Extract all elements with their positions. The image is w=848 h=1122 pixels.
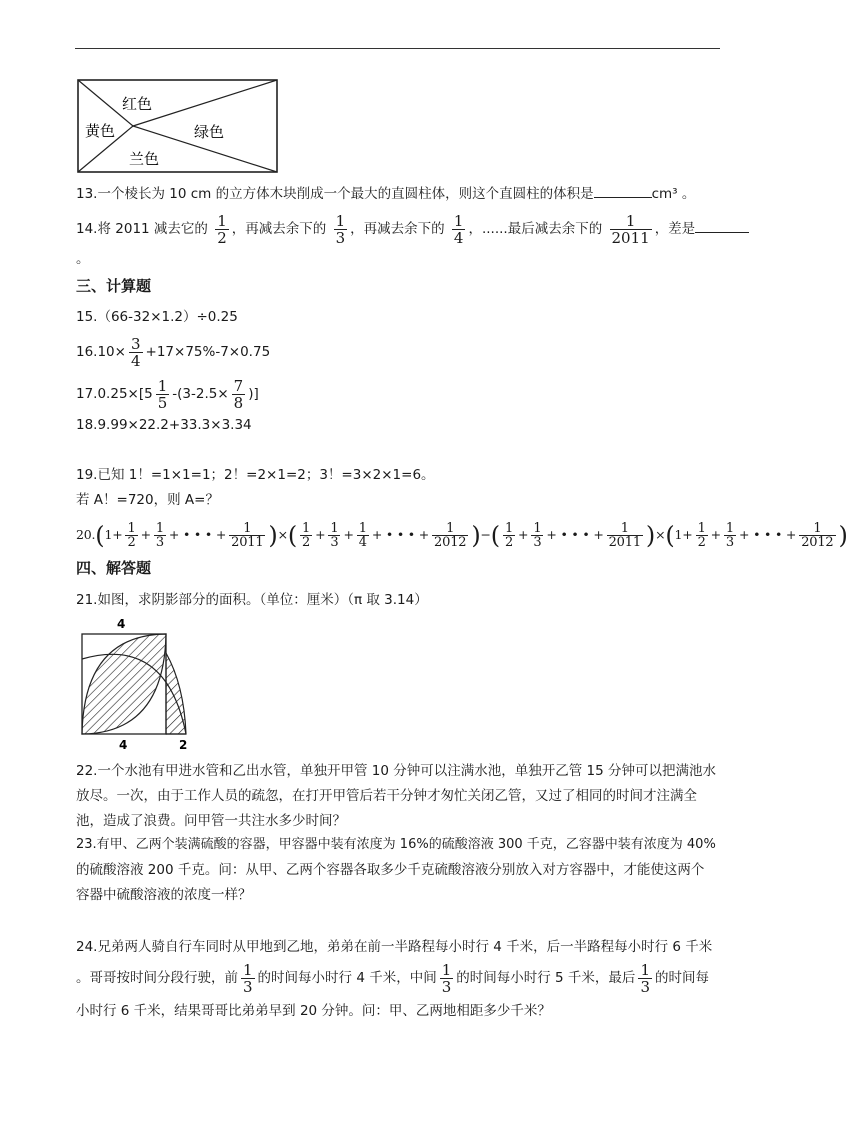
label-green: 绿色 xyxy=(194,123,225,141)
label-bottom-left: 4 xyxy=(119,738,128,752)
header-rule xyxy=(75,48,720,49)
question-18: 18.9.99×22.2+33.3×3.34 xyxy=(76,417,252,433)
q13-unit: cm³ 。 xyxy=(651,186,696,202)
section-heading-calculation: 三、计算题 xyxy=(76,277,152,295)
shaded-area-figure xyxy=(76,615,206,755)
question-14 xyxy=(76,209,749,249)
q14-text: 14.将 2011 减去它的 xyxy=(76,221,208,237)
label-blue: 兰色 xyxy=(129,150,160,168)
shaded-leaf xyxy=(82,634,166,734)
answer-blank[interactable] xyxy=(695,232,749,233)
question-23-line2: 的硫酸溶液 200 千克。问：从甲、乙两个容器各取多少千克硫酸溶液分别放入对方容器中，才能使这两个 xyxy=(76,862,705,878)
label-top: 4 xyxy=(117,617,126,631)
color-rectangle-figure xyxy=(77,79,278,174)
question-13 xyxy=(76,185,695,203)
fraction: $\frac{1}{3}$ xyxy=(243,960,253,996)
fraction: $\frac{1}{3}$ xyxy=(640,960,650,996)
question-16: 16.10× $\frac{3}{4}$ +17×75%-7×0.75 xyxy=(76,334,271,370)
section-heading-solutions: 四、解答题 xyxy=(76,559,152,577)
q14-end: 。 xyxy=(76,251,90,267)
fraction: $\frac{1}{3}$ xyxy=(335,211,346,247)
label-yellow: 黄色 xyxy=(85,122,116,140)
answer-blank[interactable] xyxy=(594,197,652,198)
fraction: $\frac{3}{4}$ xyxy=(130,334,141,370)
question-22-line2: 放尽。一次，由于工作人员的疏忽，在打开甲管后若干分钟才匆忙关闭乙管，又过了相同的时间才注满全 xyxy=(76,788,697,804)
question-22-line3: 池，造成了浪费。问甲管一共注水多少时间？ xyxy=(76,813,346,829)
question-19-line2: 若 A！=720，则 A=？ xyxy=(76,492,219,508)
fraction: $\frac{1}{5}$ xyxy=(157,376,168,412)
fraction: $\frac{1}{3}$ xyxy=(441,960,452,996)
q14-text: ，再减去余下的 xyxy=(350,221,445,237)
question-21: 21.如图，求阴影部分的面积。（单位：厘米）（π 取 3.14） xyxy=(76,592,428,608)
q14-text: ，差是 xyxy=(654,221,696,237)
fraction: $\frac{7}{8}$ xyxy=(233,376,244,412)
question-15: 15.（66-32×1.2）÷0.25 xyxy=(76,309,238,325)
fraction: $\frac{1}{4}$ xyxy=(453,211,464,247)
fraction: $\frac{1}{2}$ xyxy=(217,211,227,247)
q14-text: ，再减去余下的 xyxy=(231,221,327,237)
fraction: $\frac{1}{2011}$ xyxy=(611,211,650,247)
q13-text: 13.一个棱长为 10 cm 的立方体木块削成一个最大的直圆柱体，则这个直圆柱的体积是 xyxy=(76,186,594,202)
question-17: 17.0.25×[5 $\frac{1}{5}$ -(3-2.5× $\frac{7}{8}$ )] xyxy=(76,376,259,412)
label-red: 红色 xyxy=(122,95,153,113)
label-bottom-right: 2 xyxy=(179,738,188,752)
question-20: 20.(1+ $\frac{1}{2}$ + $\frac{1}{3}$ + • • • + $\frac{1}{2011}$ )×( $\frac{1}{2}$ + $\frac{1}{3}$ + $\frac{1}{4}$ + • • • + $\frac{1}{2012}$ )−( $\frac{1}{2}$ + $\frac{1}{3}$ + • • • + $\frac{1}{2011}$ )×(1+ $\frac{1}{2}$ + $\frac{1}{3}$ + • • • + $\frac{1}{2012}$ ) xyxy=(76,521,848,550)
question-24-line2: 。哥哥按时间分段行驶，前 $\frac{1}{3}$ 的时间每小时行 4 千米，中间 $\frac{1}{3}$ 的时间每小时行 5 千米，最后 $\frac{1}{3}$ 的时间每 xyxy=(76,960,709,996)
question-24-line3: 小时行 6 千米，结果哥哥比弟弟早到 20 分钟。问：甲、乙两地相距多少千米？ xyxy=(76,1003,551,1019)
question-24-line1: 24.兄弟两人骑自行车同时从甲地到乙地，弟弟在前一半路程每小时行 4 千米，后一半路程每小时行 6 千米 xyxy=(76,939,713,955)
question-23-line3: 容器中硫酸溶液的浓度一样？ xyxy=(76,887,252,903)
q14-text: ，......最后减去余下的 xyxy=(468,221,603,237)
question-19-line1: 19.已知 1！=1×1=1；2！=2×1=2；3！=3×2×1=6。 xyxy=(76,467,435,483)
question-22-line1: 22.一个水池有甲进水管和乙出水管，单独开甲管 10 分钟可以注满水池，单独开乙管 15 分钟可以把满池水 xyxy=(76,763,716,779)
diagonal-line xyxy=(133,80,277,126)
question-23-line1: 23.有甲、乙两个装满硫酸的容器，甲容器中装有浓度为 16%的硫酸溶液 300 千克，乙容器中装有浓度为 40% xyxy=(76,837,716,852)
